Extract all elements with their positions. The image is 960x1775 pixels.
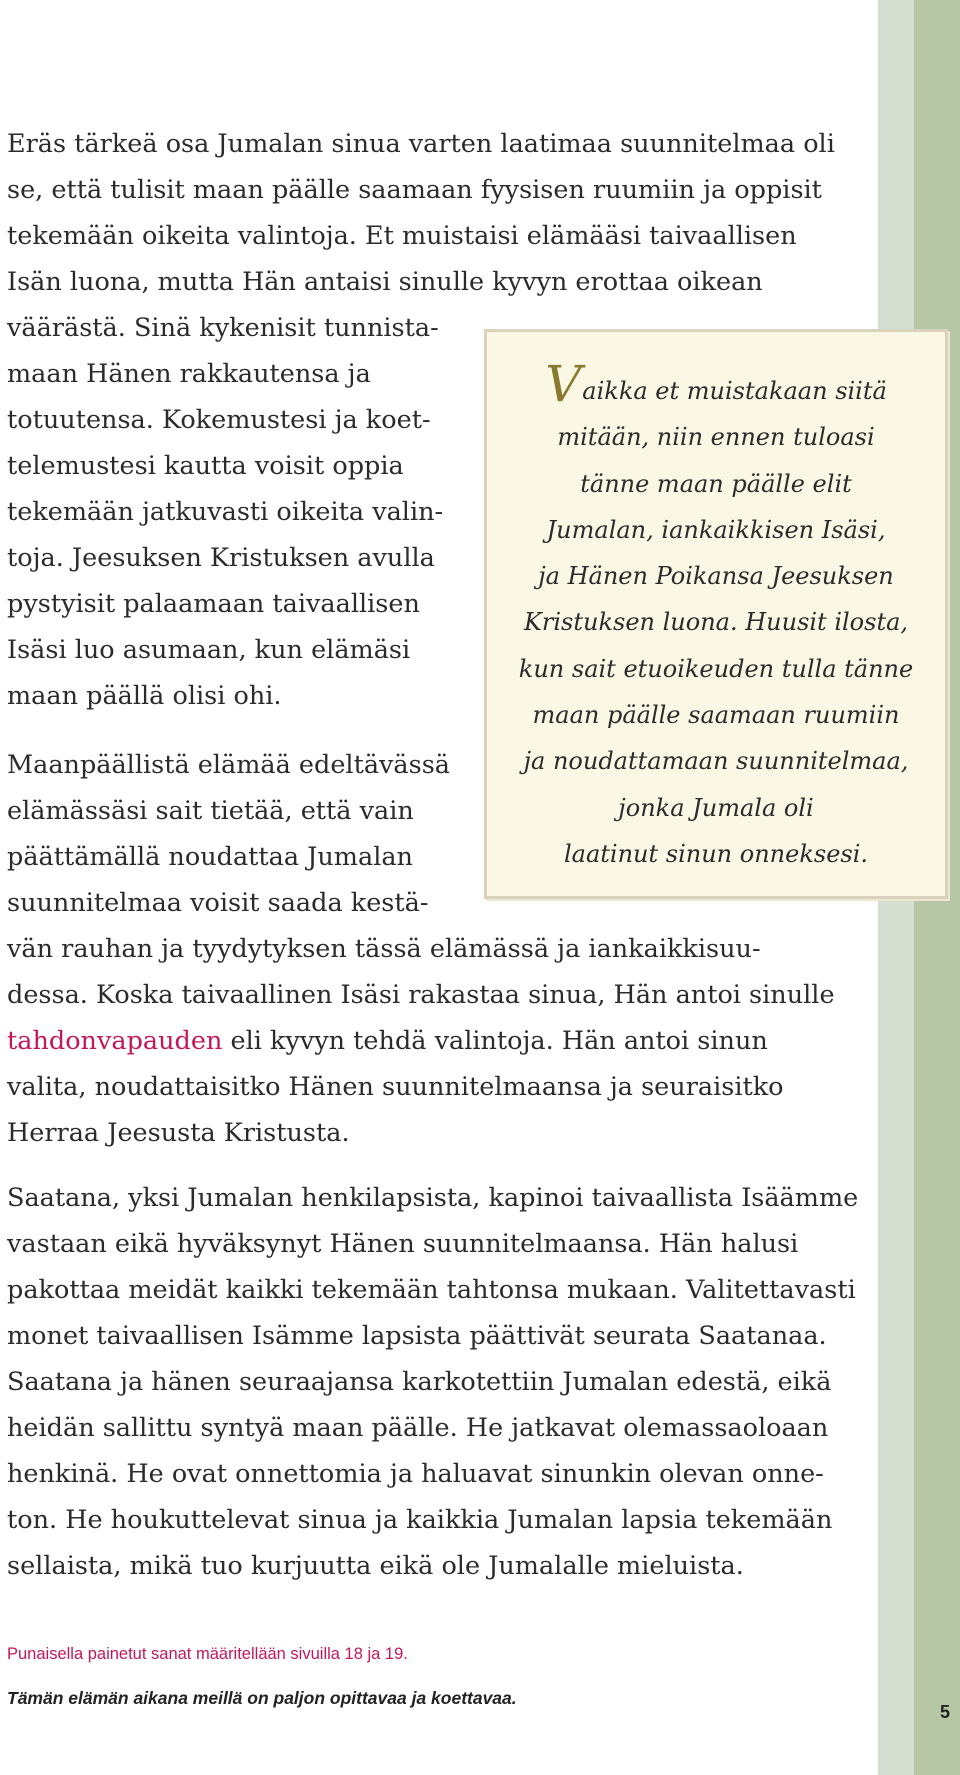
paragraph-line: totuutensa. Kokemustesi ja koet- <box>7 405 431 435</box>
page-tagline: Tämän elämän aikana meillä on paljon opittavaa ja koettavaa. <box>7 1688 517 1708</box>
quote-callout-box <box>484 329 948 899</box>
paragraph-line: monet taivaallisen Isämme lapsista päättivät seurata Saatanaa. <box>7 1321 827 1351</box>
callout-quote <box>487 355 945 877</box>
callout-line: jonka Jumala oli <box>618 793 814 822</box>
drop-cap: V <box>545 355 582 413</box>
callout-line: maan päälle saamaan ruumiin <box>532 701 900 730</box>
paragraph-line: Herraa Jeesusta Kristusta. <box>7 1118 350 1148</box>
paragraph-line: se, että tulisit maan päälle saamaan fyysisen ruumiin ja oppisit <box>7 175 822 205</box>
paragraph-line: henkinä. He ovat onnettomia ja haluavat sinunkin olevan onne- <box>7 1459 824 1489</box>
paragraph-text: eli kyvyn tehdä valintoja. Hän antoi sinun <box>222 1026 768 1056</box>
paragraph-3 <box>7 1175 859 1589</box>
callout-line: laatinut sinun onneksesi. <box>563 839 869 868</box>
callout-line: mitään, niin ennen tuloasi <box>557 423 875 452</box>
page-number: 5 <box>939 1702 950 1722</box>
paragraph-line: vän rauhan ja tyydytyksen tässä elämässä ja iankaikkisuu- <box>7 934 761 964</box>
glossary-footnote: Punaisella painetut sanat määritellään sivuilla 18 ja 19. <box>7 1645 408 1663</box>
callout-line: tänne maan päälle elit <box>580 469 852 498</box>
paragraph-line: väärästä. Sinä kykenisit tunnista- <box>7 313 439 343</box>
paragraph-line: dessa. Koska taivaallinen Isäsi rakastaa sinua, Hän antoi sinulle <box>7 980 835 1010</box>
callout-line: ja Hänen Poikansa Jeesuksen <box>538 562 894 591</box>
callout-line: ja noudattamaan suunnitelmaa, <box>523 747 909 776</box>
callout-first-line: aikka et muistakaan siitä <box>582 377 887 405</box>
paragraph-line: maan Hänen rakkautensa ja <box>7 359 371 389</box>
paragraph-line: Maanpäällistä elämää edeltävässä <box>7 750 451 780</box>
paragraph-line: telemustesi kautta voisit oppia <box>7 451 404 481</box>
paragraph-line: pakottaa meidät kaikki tekemään tahtonsa mukaan. Valitettavasti <box>7 1275 856 1305</box>
callout-line: kun sait etuoikeuden tulla tänne <box>518 654 914 683</box>
paragraph-line: päättämällä noudattaa Jumalan <box>7 842 413 872</box>
paragraph-line: toja. Jeesuksen Kristuksen avulla <box>7 543 435 573</box>
paragraph-line: Isän luona, mutta Hän antaisi sinulle kyvyn erottaa oikean <box>7 267 763 297</box>
paragraph-line: maan päällä olisi ohi. <box>7 681 282 711</box>
glossary-term-link: tahdonvapauden <box>7 1026 223 1056</box>
paragraph-line: vastaan eikä hyväksynyt Hänen suunnitelmaansa. Hän halusi <box>7 1229 799 1259</box>
paragraph-line: tekemään oikeita valintoja. Et muistaisi elämääsi taivaallisen <box>7 221 797 251</box>
callout-line: Kristuksen luona. Huusit ilosta, <box>523 608 909 637</box>
paragraph-line: sellaista, mikä tuo kurjuutta eikä ole Jumalalle mieluista. <box>7 1551 744 1581</box>
paragraph-line: Saatana, yksi Jumalan henkilapsista, kapinoi taivaallista Isäämme <box>7 1183 859 1213</box>
paragraph-line: Saatana ja hänen seuraajansa karkotettiin Jumalan edestä, eikä <box>7 1367 832 1397</box>
paragraph-line <box>7 1018 837 1064</box>
paragraph-line: Isäsi luo asumaan, kun elämäsi <box>7 635 411 665</box>
paragraph-line: heidän sallittu syntyä maan päälle. He jatkavat olemassaoloaan <box>7 1413 829 1443</box>
callout-line <box>487 355 945 414</box>
paragraph-line: elämässäsi sait tietää, että vain <box>7 796 414 826</box>
paragraph-line: ton. He houkuttelevat sinua ja kaikkia Jumalan lapsia tekemään <box>7 1505 833 1535</box>
paragraph-line: valita, noudattaisitko Hänen suunnitelmaansa ja seuraisitko <box>7 1072 784 1102</box>
paragraph-line: Eräs tärkeä osa Jumalan sinua varten laatimaa suunnitelmaa oli <box>7 129 835 159</box>
paragraph-line: tekemään jatkuvasti oikeita valin- <box>7 497 444 527</box>
paragraph-line: pystyisit palaamaan taivaallisen <box>7 589 420 619</box>
paragraph-line: suunnitelmaa voisit saada kestä- <box>7 888 429 918</box>
callout-line: Jumalan, iankaikkisen Isäsi, <box>546 515 886 544</box>
